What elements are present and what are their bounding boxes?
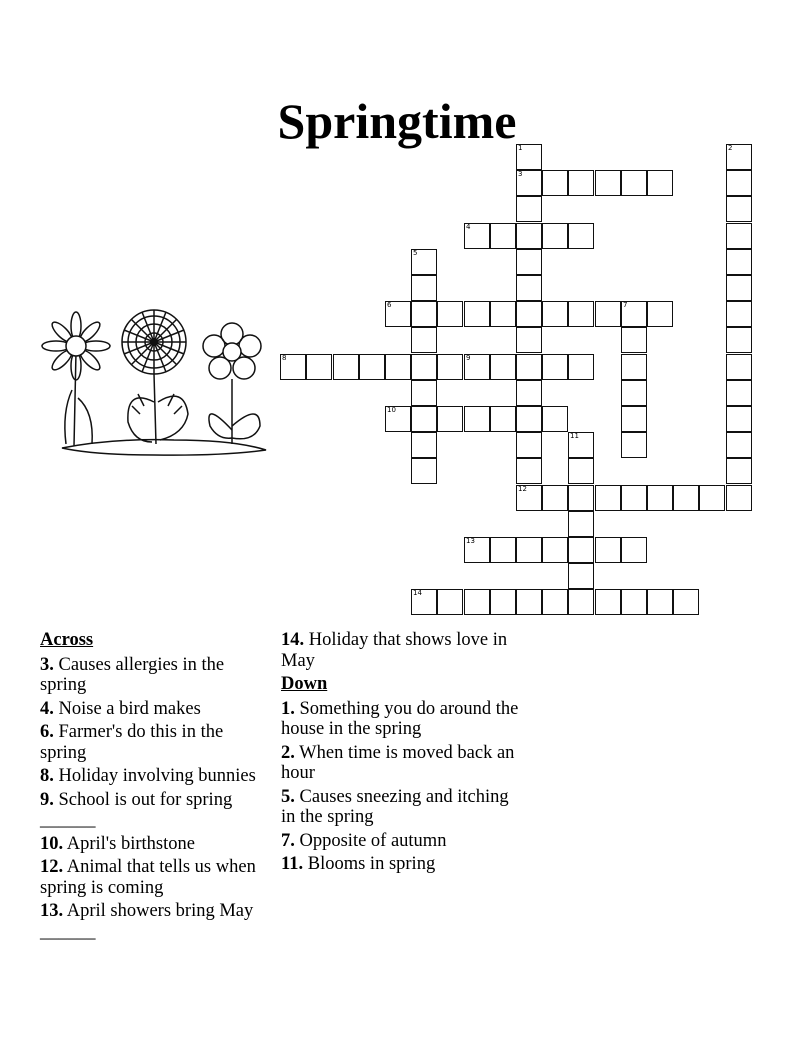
clue-text: Causes sneezing and itching in the spring <box>281 786 509 827</box>
clue-across-6 <box>40 722 270 763</box>
grid-cell[interactable] <box>490 406 516 432</box>
grid-cell[interactable] <box>280 354 306 380</box>
grid-cell[interactable] <box>516 249 542 275</box>
grid-cell[interactable] <box>385 354 411 380</box>
grid-cell[interactable] <box>621 485 647 511</box>
grid-cell[interactable] <box>306 354 332 380</box>
clue-number: 7. <box>281 830 295 851</box>
grid-cell[interactable] <box>568 485 594 511</box>
grid-cell[interactable] <box>411 432 437 458</box>
grid-cell[interactable] <box>621 301 647 327</box>
grid-cell[interactable] <box>568 537 594 563</box>
clue-across-9 <box>40 790 270 831</box>
clue-text: April's birthstone <box>66 833 195 854</box>
clue-number-label: 9 <box>466 354 471 362</box>
grid-cell[interactable] <box>647 485 673 511</box>
grid-cell[interactable] <box>621 589 647 615</box>
clue-number: 12. <box>40 857 64 877</box>
clue-down-2 <box>281 743 521 784</box>
clue-text: Causes allergies in the spring <box>40 654 225 695</box>
grid-cell[interactable] <box>385 406 411 432</box>
grid-cell[interactable] <box>411 589 437 615</box>
grid-cell[interactable] <box>516 458 542 484</box>
grid-cell[interactable] <box>568 223 594 249</box>
clue-number: 2. <box>281 742 295 763</box>
clue-number: 11. <box>281 854 304 874</box>
clue-number: 14. <box>281 630 305 650</box>
clue-text: Holiday that shows love in May <box>281 630 508 671</box>
grid-cell[interactable] <box>411 301 437 327</box>
grid-cell[interactable] <box>726 301 752 327</box>
clue-number-label: 1 <box>518 144 523 152</box>
grid-cell[interactable] <box>647 301 673 327</box>
grid-cell[interactable] <box>359 354 385 380</box>
grid-cell[interactable] <box>568 511 594 537</box>
clue-number-label: 4 <box>466 223 471 231</box>
grid-cell[interactable] <box>726 432 752 458</box>
grid-cell[interactable] <box>568 354 594 380</box>
grid-cell[interactable] <box>621 354 647 380</box>
grid-cell[interactable] <box>437 406 463 432</box>
grid-cell[interactable] <box>411 458 437 484</box>
across-heading: Across <box>40 630 94 650</box>
grid-cell[interactable] <box>516 354 542 380</box>
grid-cell[interactable] <box>647 589 673 615</box>
clue-number-label: 14 <box>413 589 422 597</box>
clue-number: 6. <box>40 722 54 742</box>
grid-cell[interactable] <box>411 406 437 432</box>
clue-number: 5. <box>281 786 295 807</box>
down-clues <box>281 630 521 878</box>
grid-cell[interactable] <box>490 223 516 249</box>
grid-cell[interactable] <box>516 485 542 511</box>
grid-cell[interactable] <box>411 249 437 275</box>
grid-cell[interactable] <box>673 485 699 511</box>
grid-cell[interactable] <box>726 249 752 275</box>
grid-cell[interactable] <box>542 223 568 249</box>
clue-across-14 <box>281 630 521 671</box>
clue-number-label: 10 <box>387 406 396 414</box>
grid-cell[interactable] <box>726 223 752 249</box>
clue-number-label: 12 <box>518 485 527 493</box>
grid-cell[interactable] <box>516 380 542 406</box>
grid-cell[interactable] <box>333 354 359 380</box>
grid-cell[interactable] <box>568 432 594 458</box>
grid-cell[interactable] <box>411 380 437 406</box>
grid-cell[interactable] <box>464 589 490 615</box>
down-heading: Down <box>281 674 328 694</box>
grid-cell[interactable] <box>595 537 621 563</box>
clue-across-8 <box>40 766 270 787</box>
grid-cell[interactable] <box>542 354 568 380</box>
clue-down-5 <box>281 787 521 828</box>
grid-cell[interactable] <box>464 301 490 327</box>
grid-cell[interactable] <box>595 589 621 615</box>
clue-across-10 <box>40 834 270 855</box>
grid-cell[interactable] <box>595 485 621 511</box>
grid-cell[interactable] <box>568 170 594 196</box>
clue-across-13 <box>40 901 270 942</box>
clue-text: When time is moved back an hour <box>281 742 515 783</box>
grid-cell[interactable] <box>516 537 542 563</box>
grid-cell[interactable] <box>621 537 647 563</box>
grid-cell[interactable] <box>726 458 752 484</box>
clue-down-11 <box>281 854 521 875</box>
clue-number-label: 3 <box>518 170 523 178</box>
clue-across-12 <box>40 857 270 898</box>
grid-cell[interactable] <box>726 485 752 511</box>
grid-cell[interactable] <box>542 537 568 563</box>
grid-cell[interactable] <box>699 485 725 511</box>
grid-cell[interactable] <box>464 537 490 563</box>
grid-cell[interactable] <box>464 223 490 249</box>
clue-across-4 <box>40 699 270 720</box>
clue-number: 13. <box>40 901 64 921</box>
grid-cell[interactable] <box>464 354 490 380</box>
clue-number: 9. <box>40 789 54 810</box>
clue-number-label: 11 <box>570 432 579 440</box>
clue-down-1 <box>281 699 521 740</box>
grid-cell[interactable] <box>516 196 542 222</box>
grid-cell[interactable] <box>516 275 542 301</box>
grid-cell[interactable] <box>568 458 594 484</box>
grid-cell[interactable] <box>516 589 542 615</box>
grid-cell[interactable] <box>568 301 594 327</box>
grid-cell[interactable] <box>726 196 752 222</box>
clue-number-label: 6 <box>387 301 392 309</box>
page-title: Springtime <box>277 92 517 149</box>
flowers-illustration <box>34 302 274 462</box>
grid-cell[interactable] <box>542 485 568 511</box>
grid-cell[interactable] <box>726 354 752 380</box>
clue-number: 4. <box>40 698 54 719</box>
grid-cell[interactable] <box>542 406 568 432</box>
grid-cell[interactable] <box>437 354 463 380</box>
clue-number: 10. <box>40 833 64 854</box>
grid-cell[interactable] <box>542 170 568 196</box>
grid-cell[interactable] <box>516 223 542 249</box>
grid-cell[interactable] <box>726 380 752 406</box>
clue-text: Something you do around the house in the spring <box>281 698 519 739</box>
clue-number-label: 8 <box>282 354 287 362</box>
clue-number: 1. <box>281 698 295 719</box>
grid-cell[interactable] <box>726 327 752 353</box>
grid-cell[interactable] <box>726 275 752 301</box>
clue-text: Noise a bird makes <box>58 698 201 719</box>
grid-cell[interactable] <box>516 301 542 327</box>
grid-cell[interactable] <box>411 327 437 353</box>
clue-text: Opposite of autumn <box>299 830 447 851</box>
grid-cell[interactable] <box>490 537 516 563</box>
grid-cell[interactable] <box>621 406 647 432</box>
grid-cell[interactable] <box>437 301 463 327</box>
grid-cell[interactable] <box>437 589 463 615</box>
grid-cell[interactable] <box>621 432 647 458</box>
grid-cell[interactable] <box>621 380 647 406</box>
grid-cell[interactable] <box>726 406 752 432</box>
grid-cell[interactable] <box>516 144 542 170</box>
grid-cell[interactable] <box>595 301 621 327</box>
grid-cell[interactable] <box>568 589 594 615</box>
clue-number-label: 2 <box>728 144 733 152</box>
grid-cell[interactable] <box>411 354 437 380</box>
grid-cell[interactable] <box>542 301 568 327</box>
grid-cell[interactable] <box>595 170 621 196</box>
grid-cell[interactable] <box>673 589 699 615</box>
grid-cell[interactable] <box>542 589 568 615</box>
clue-text: Holiday involving bunnies <box>58 766 256 786</box>
grid-cell[interactable] <box>411 275 437 301</box>
grid-cell[interactable] <box>516 327 542 353</box>
clue-text: School is out for spring ______ <box>40 789 233 830</box>
grid-cell[interactable] <box>726 170 752 196</box>
clue-number: 8. <box>40 766 54 786</box>
grid-cell[interactable] <box>621 170 647 196</box>
clue-text: Farmer's do this in the spring <box>40 722 224 763</box>
clue-number-label: 13 <box>466 537 475 545</box>
grid-cell[interactable] <box>516 432 542 458</box>
grid-cell[interactable] <box>726 144 752 170</box>
grid-cell[interactable] <box>516 406 542 432</box>
clue-across-3 <box>40 655 270 696</box>
across-clues <box>40 630 270 945</box>
grid-cell[interactable] <box>464 406 490 432</box>
grid-cell[interactable] <box>490 301 516 327</box>
clue-text: Blooms in spring <box>307 854 436 874</box>
grid-cell[interactable] <box>621 327 647 353</box>
grid-cell[interactable] <box>568 563 594 589</box>
clue-text: Animal that tells us when spring is coming <box>40 857 256 898</box>
clue-number-label: 5 <box>413 249 418 257</box>
clue-number: 3. <box>40 654 54 675</box>
clue-number-label: 7 <box>623 301 628 309</box>
grid-cell[interactable] <box>647 170 673 196</box>
clue-down-7 <box>281 831 521 852</box>
clue-text: April showers bring May ______ <box>40 901 254 942</box>
grid-cell[interactable] <box>490 589 516 615</box>
grid-cell[interactable] <box>516 170 542 196</box>
grid-cell[interactable] <box>385 301 411 327</box>
grid-cell[interactable] <box>490 354 516 380</box>
